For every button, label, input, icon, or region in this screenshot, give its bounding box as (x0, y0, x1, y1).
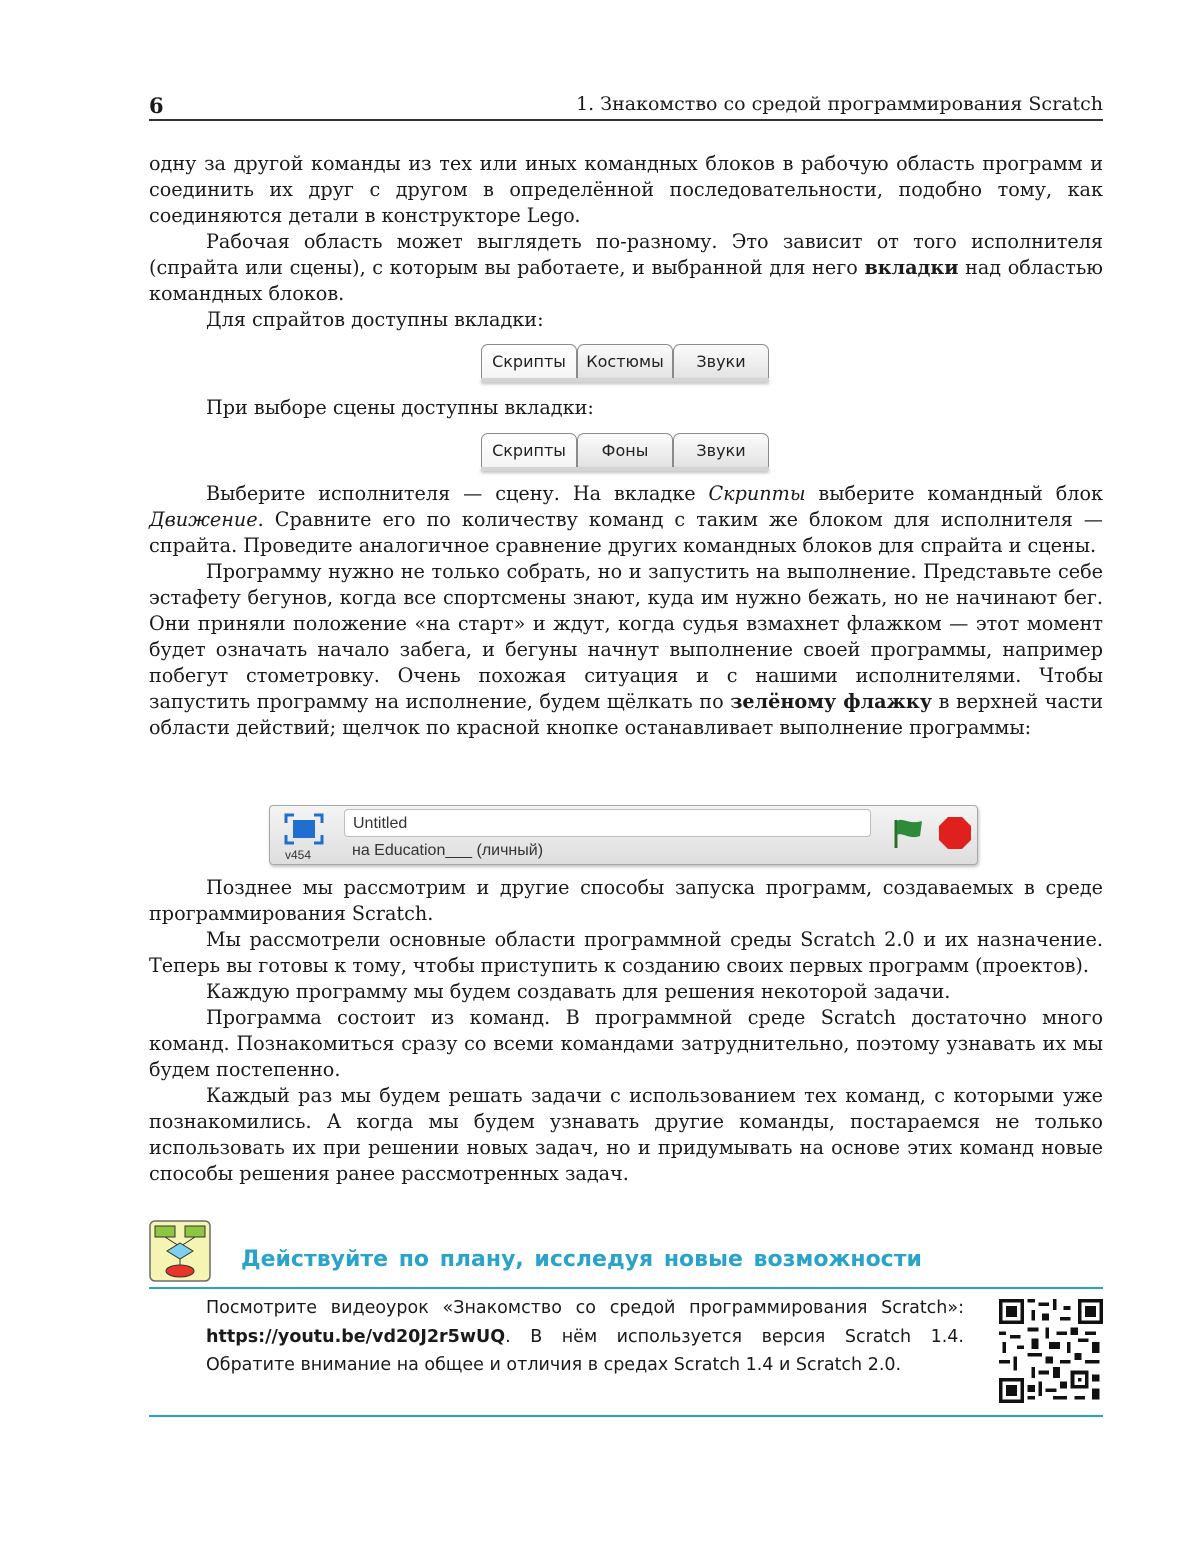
paragraph-10: Программа состоит из команд. В программной среде Scratch достаточно много команд. Познакомиться сразу со всеми командами затруднительно, поэтому узнавать их мы будем постепенно. (149, 1006, 1103, 1081)
stop-sign-icon[interactable] (938, 816, 972, 850)
paragraph-1: одну за другой команды из тех или иных командных блоков в рабочую область программ и соединить их друг с другом в определённой последовательности, подобно тому, как соединяются детали в конструкторе Lego. (149, 152, 1103, 227)
project-owner: на Education___ (личный) (352, 842, 544, 859)
sprite-tabs (481, 342, 769, 382)
paragraph-2-bold: вкладки (864, 256, 959, 279)
paragraph-5-text-2: выберите командный блок (805, 482, 1103, 505)
paragraph-5 (149, 481, 1103, 559)
text-block-1 (149, 151, 1103, 333)
text-block-2 (149, 395, 1103, 421)
video-link[interactable]: https://youtu.be/vd20J2r5wUQ (206, 1326, 506, 1347)
paragraph-6 (149, 559, 1103, 741)
paragraph-2-tail: над областью командных блоков. (149, 256, 1103, 305)
text-block-3 (149, 481, 1103, 741)
version-label: v454 (285, 848, 312, 862)
paragraph-5-text-3: . Сравните его по количеству команд с таким же блоком для исполнителя — спрайта. Проведите аналогичное сравнение других командных блоков для спрайта и сцены. (149, 508, 1103, 557)
paragraph-5-text: Выберите исполнителя — сцену. На вкладке (206, 482, 709, 505)
project-bar (269, 805, 978, 865)
paragraph-7: Позднее мы рассмотрим и другие способы запуска программ, создаваемых в среде программирования Scratch. (149, 876, 1103, 925)
tab-sounds[interactable]: Звуки (673, 344, 769, 378)
paragraph-2-text: Рабочая область может выглядеть по-разному. Это зависит от того исполнителя (спрайта или сцены), с которым вы работаете, и выбранной для него (149, 230, 1103, 279)
project-title-input[interactable]: Untitled (344, 809, 871, 837)
tab-backdrops[interactable]: Фоны (577, 433, 673, 467)
activity-bottom-rule (149, 1415, 1103, 1417)
paragraph-3: Для спрайтов доступны вкладки: (206, 308, 544, 331)
green-flag-icon[interactable] (891, 816, 925, 850)
flowchart-icon (149, 1220, 211, 1282)
activity-text-tail: . В нём используется версия Scratch 1.4. Обратите внимание на общее и отличия в средах Scratch 1.4 и Scratch 2.0. (206, 1326, 964, 1375)
paragraph-5-italic-2: Движение (149, 508, 258, 531)
page-header (149, 93, 1103, 121)
activity-title: Действуйте по плану, исследуя новые возможности (241, 1247, 922, 1272)
fullscreen-icon[interactable] (284, 813, 324, 845)
paragraph-9: Каждую программу мы будем создавать для решения некоторой задачи. (206, 980, 951, 1003)
text-block-4 (149, 875, 1103, 1187)
paragraph-6-bold: зелёному флажку (730, 690, 933, 713)
activity-text (206, 1294, 964, 1380)
paragraph-5-italic-1: Скрипты (708, 482, 806, 505)
paragraph-8: Мы рассмотрели основные области программной среды Scratch 2.0 и их назначение. Теперь вы готовы к тому, чтобы приступить к созданию своих первых программ (проектов). (149, 928, 1103, 977)
page-number: 6 (149, 93, 164, 118)
paragraph-2 (149, 229, 1103, 307)
activity-top-rule (149, 1287, 1103, 1289)
paragraph-4: При выборе сцены доступны вкладки: (206, 396, 594, 419)
tab-costumes[interactable]: Костюмы (577, 344, 673, 378)
tab-scripts[interactable]: Скрипты (481, 344, 577, 378)
tab-scripts-stage[interactable]: Скрипты (481, 433, 577, 467)
tab-sounds-stage[interactable]: Звуки (673, 433, 769, 467)
paragraph-11: Каждый раз мы будем решать задачи с использованием тех команд, с которыми уже познакомились. А когда мы будем узнавать другие команды, постараемся не только использовать их при решении новых задач, но и придумывать на основе этих команд новые способы решения ранее рассмотренных задач. (149, 1084, 1103, 1185)
paragraph-6-tail: в верхней части области действий; щелчок по красной кнопке останавливает выполнение программы: (149, 690, 1103, 739)
running-title: 1. Знакомство со средой программирования Scratch (576, 93, 1103, 115)
activity-text-intro: Посмотрите видеоурок «Знакомство со средой программирования Scratch»: (206, 1298, 964, 1318)
qr-code (999, 1299, 1103, 1403)
stage-tabs (481, 431, 769, 471)
paragraph-6-text: Программу нужно не только собрать, но и запустить на выполнение. Представьте себе эстафету бегунов, когда все спортсмены знают, куда им нужно бежать, но не начинают бег. Они приняли положение «на старт» и ждут, когда судья взмахнет флажком — этот момент будет означать начало забега, и бегуны начнут выполнение своей программы, например побегут стометровку. Очень похожая ситуация и с нашими исполнителями. Чтобы запустить программу на исполнение, будем щёлкать по (149, 560, 1103, 713)
